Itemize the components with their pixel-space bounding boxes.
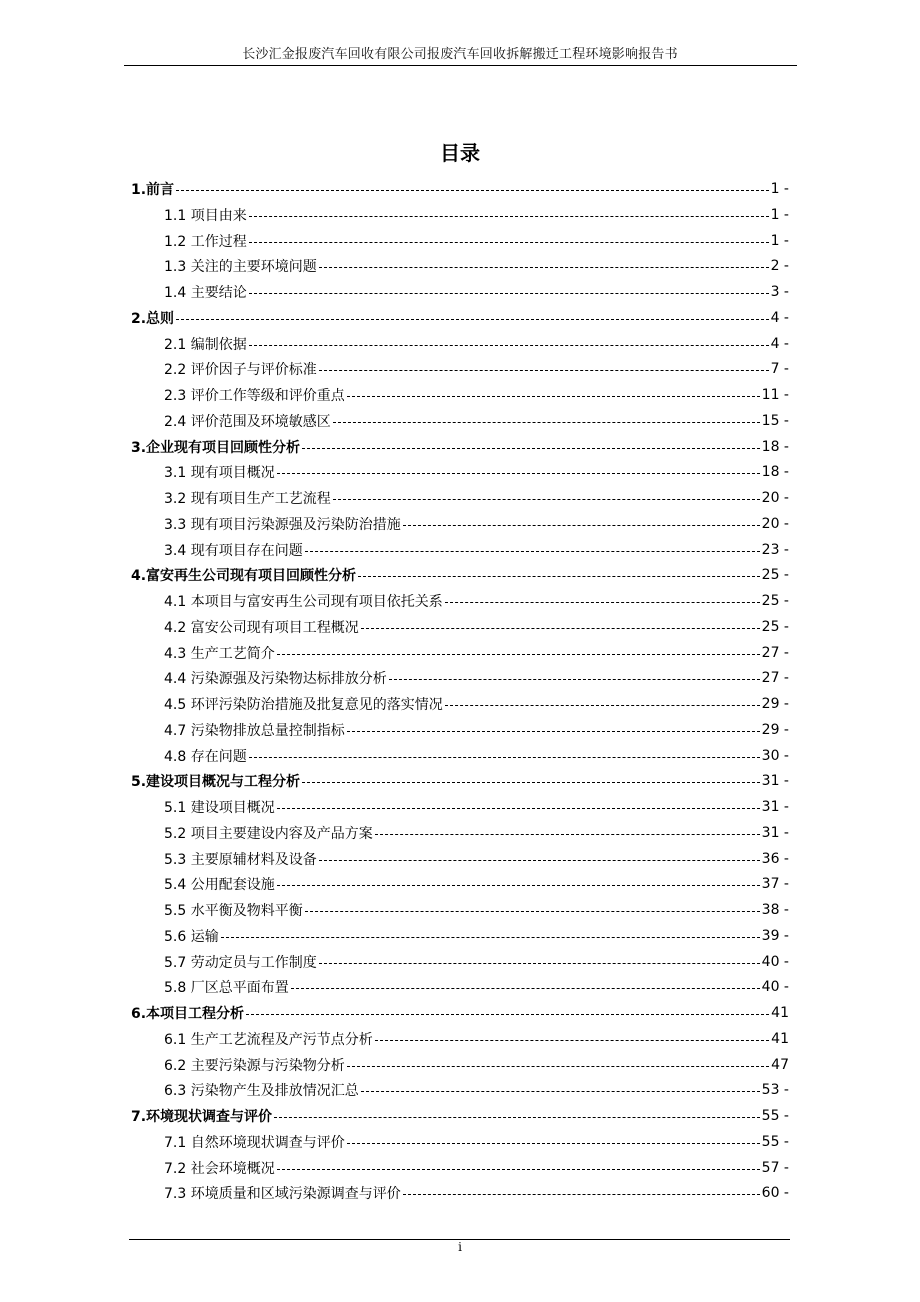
toc-entry-label: 2.总则 <box>131 311 175 327</box>
toc-entry-page: 20 - <box>761 516 789 532</box>
toc-entry-page: 37 - <box>761 876 789 892</box>
toc-entry-page: 7 - <box>770 361 789 377</box>
toc-dot-leader <box>347 1143 760 1144</box>
toc-entry-label: 5.1 建设项目概况 <box>164 800 275 816</box>
toc-dot-leader <box>277 1169 760 1170</box>
toc-entry-page: 31 - <box>761 825 789 841</box>
toc-section-entry[interactable] <box>164 691 789 717</box>
toc-dot-leader <box>277 654 760 655</box>
toc-entry-label: 2.3 评价工作等级和评价重点 <box>164 388 345 404</box>
toc-dot-leader <box>176 190 769 191</box>
toc-entry-label: 1.1 项目由来 <box>164 208 247 224</box>
toc-dot-leader <box>333 422 760 423</box>
toc-dot-leader <box>319 860 760 861</box>
toc-dot-leader <box>249 345 769 346</box>
toc-entry-label: 4.5 环评污染防治措施及批复意见的落实情况 <box>164 697 443 713</box>
toc-entry-page: 15 - <box>761 413 789 429</box>
toc-entry-label: 4.2 富安公司现有项目工程概况 <box>164 620 359 636</box>
toc-dot-leader <box>277 808 760 809</box>
toc-entry-page: 11 - <box>761 387 789 403</box>
toc-chapter-entry[interactable] <box>131 768 789 794</box>
toc-section-entry[interactable] <box>164 331 789 357</box>
toc-dot-leader <box>221 937 760 938</box>
toc-dot-leader <box>291 988 760 989</box>
toc-dot-leader <box>249 242 769 243</box>
toc-entry-page: 29 - <box>761 722 789 738</box>
toc-entry-label: 4.8 存在问题 <box>164 749 247 765</box>
toc-entry-page: 57 - <box>761 1160 789 1176</box>
toc-section-entry[interactable] <box>164 1052 789 1078</box>
toc-entry-page: 40 - <box>761 979 789 995</box>
toc-entry-page: 4 - <box>770 310 789 326</box>
toc-entry-page: 41 <box>771 1031 789 1047</box>
toc-entry-page: 31 - <box>761 773 789 789</box>
toc-dot-leader <box>176 319 769 320</box>
toc-dot-leader <box>302 782 760 783</box>
toc-entry-page: 27 - <box>761 645 789 661</box>
toc-entry-label: 1.2 工作过程 <box>164 234 247 250</box>
toc-entry-label: 7.1 自然环境现状调查与评价 <box>164 1135 345 1151</box>
toc-section-entry[interactable] <box>164 588 789 614</box>
toc-entry-label: 4.富安再生公司现有项目回顾性分析 <box>131 568 357 584</box>
toc-entry-label: 7.环境现状调查与评价 <box>131 1109 273 1125</box>
toc-section-entry[interactable] <box>164 743 789 769</box>
toc-dot-leader <box>361 1091 760 1092</box>
toc-entry-label: 2.2 评价因子与评价标准 <box>164 362 317 378</box>
toc-dot-leader <box>333 499 760 500</box>
toc-dot-leader <box>361 628 760 629</box>
running-header: 长沙汇金报废汽车回收有限公司报废汽车回收拆解搬迁工程环境影响报告书 <box>242 47 678 62</box>
toc-entry-page: 4 - <box>770 336 789 352</box>
toc-dot-leader <box>375 834 760 835</box>
toc-chapter-entry[interactable] <box>131 305 789 331</box>
toc-entry-page: 38 - <box>761 902 789 918</box>
toc-entry-label: 5.3 主要原辅材料及设备 <box>164 852 317 868</box>
toc-entry-label: 1.3 关注的主要环境问题 <box>164 259 317 275</box>
toc-dot-leader <box>249 293 769 294</box>
toc-entry-page: 25 - <box>761 567 789 583</box>
toc-dot-leader <box>347 396 760 397</box>
toc-entry-page: 2 - <box>770 258 789 274</box>
toc-entry-label: 1.4 主要结论 <box>164 285 247 301</box>
toc-section-entry[interactable] <box>164 1155 789 1181</box>
toc-section-entry[interactable] <box>164 228 789 254</box>
toc-dot-leader <box>347 1066 769 1067</box>
toc-entry-label: 6.本项目工程分析 <box>131 1006 245 1022</box>
toc-chapter-entry[interactable] <box>131 434 789 460</box>
toc-entry-page: 20 - <box>761 490 789 506</box>
toc-dot-leader <box>277 885 760 886</box>
toc-dot-leader <box>277 473 760 474</box>
toc-section-entry[interactable] <box>164 279 789 305</box>
toc-entry-page: 23 - <box>761 542 789 558</box>
toc-entry-page: 60 - <box>761 1185 789 1201</box>
toc-dot-leader <box>403 1194 760 1195</box>
toc-entry-label: 6.3 污染物产生及排放情况汇总 <box>164 1083 359 1099</box>
toc-dot-leader <box>274 1117 760 1118</box>
toc-dot-leader <box>249 757 760 758</box>
toc-entry-page: 25 - <box>761 619 789 635</box>
toc-entry-label: 3.2 现有项目生产工艺流程 <box>164 491 331 507</box>
toc-section-entry[interactable] <box>164 820 789 846</box>
toc-section-entry[interactable] <box>164 949 789 975</box>
toc-section-entry[interactable] <box>164 923 789 949</box>
toc-section-entry[interactable] <box>164 1129 789 1155</box>
toc-entry-label: 4.7 污染物排放总量控制指标 <box>164 723 345 739</box>
toc-entry-page: 31 - <box>761 799 789 815</box>
toc-section-entry[interactable] <box>164 356 789 382</box>
toc-section-entry[interactable] <box>164 1180 789 1206</box>
toc-entry-label: 5.建设项目概况与工程分析 <box>131 774 301 790</box>
toc-dot-leader <box>445 602 760 603</box>
toc-chapter-entry[interactable] <box>131 176 789 202</box>
toc-dot-leader <box>302 448 760 449</box>
toc-entry-page: 27 - <box>761 670 789 686</box>
toc-chapter-entry[interactable] <box>131 1103 789 1129</box>
toc-section-entry[interactable] <box>164 871 789 897</box>
toc-entry-label: 6.2 主要污染源与污染物分析 <box>164 1058 345 1074</box>
toc-entry-label: 4.4 污染源强及污染物达标排放分析 <box>164 671 387 687</box>
toc-dot-leader <box>358 576 760 577</box>
toc-section-entry[interactable] <box>164 537 789 563</box>
toc-dot-leader <box>319 963 760 964</box>
toc-section-entry[interactable] <box>164 485 789 511</box>
toc-section-entry[interactable] <box>164 253 789 279</box>
toc-section-entry[interactable] <box>164 717 789 743</box>
toc-entry-page: 25 - <box>761 593 789 609</box>
toc-title: 目录 <box>440 141 480 165</box>
toc-section-entry[interactable] <box>164 1026 789 1052</box>
toc-section-entry[interactable] <box>164 202 789 228</box>
toc-dot-leader <box>246 1014 769 1015</box>
toc-dot-leader <box>403 525 760 526</box>
toc-entry-label: 5.7 劳动定员与工作制度 <box>164 955 317 971</box>
toc-entry-page: 36 - <box>761 851 789 867</box>
toc-section-entry[interactable] <box>164 1077 789 1103</box>
toc-section-entry[interactable] <box>164 897 789 923</box>
toc-section-entry[interactable] <box>164 511 789 537</box>
toc-section-entry[interactable] <box>164 794 789 820</box>
toc-entry-label: 6.1 生产工艺流程及产污节点分析 <box>164 1032 373 1048</box>
toc-entry-label: 4.1 本项目与富安再生公司现有项目依托关系 <box>164 594 443 610</box>
toc-entry-page: 18 - <box>761 464 789 480</box>
toc-entry-label: 3.企业现有项目回顾性分析 <box>131 440 301 456</box>
toc-entry-page: 1 - <box>770 207 789 223</box>
toc-entry-page: 41 <box>771 1005 789 1021</box>
toc-dot-leader <box>305 551 760 552</box>
toc-entry-page: 18 - <box>761 439 789 455</box>
toc-entry-page: 53 - <box>761 1082 789 1098</box>
toc-entry-label: 5.5 水平衡及物料平衡 <box>164 903 303 919</box>
toc-entry-label: 5.2 项目主要建设内容及产品方案 <box>164 826 373 842</box>
toc-entry-label: 3.1 现有项目概况 <box>164 465 275 481</box>
toc-dot-leader <box>249 216 769 217</box>
toc-entry-page: 47 <box>771 1057 789 1073</box>
toc-entry-label: 7.3 环境质量和区域污染源调查与评价 <box>164 1186 401 1202</box>
toc-dot-leader <box>319 267 769 268</box>
toc-entry-label: 2.4 评价范围及环境敏感区 <box>164 414 331 430</box>
toc-section-entry[interactable] <box>164 974 789 1000</box>
toc-entry-page: 39 - <box>761 928 789 944</box>
toc-section-entry[interactable] <box>164 665 789 691</box>
toc-entry-label: 7.2 社会环境概况 <box>164 1161 275 1177</box>
toc-chapter-entry[interactable] <box>131 562 789 588</box>
toc-entry-label: 5.6 运输 <box>164 929 219 945</box>
toc-dot-leader <box>305 911 760 912</box>
toc-chapter-entry[interactable] <box>131 1000 789 1026</box>
toc-entry-page: 29 - <box>761 696 789 712</box>
toc-section-entry[interactable] <box>164 459 789 485</box>
toc-section-entry[interactable] <box>164 640 789 666</box>
toc-dot-leader <box>347 731 760 732</box>
toc-section-entry[interactable] <box>164 382 789 408</box>
toc-section-entry[interactable] <box>164 408 789 434</box>
toc-section-entry[interactable] <box>164 846 789 872</box>
toc-entry-page: 1 - <box>770 233 789 249</box>
toc-dot-leader <box>375 1040 769 1041</box>
toc-entry-label: 5.8 厂区总平面布置 <box>164 980 289 996</box>
page-number: i <box>458 1240 462 1254</box>
toc-dot-leader <box>319 370 769 371</box>
toc-entry-label: 1.前言 <box>131 182 175 198</box>
toc-entry-label: 3.4 现有项目存在问题 <box>164 543 303 559</box>
toc-entry-label: 2.1 编制依据 <box>164 337 247 353</box>
toc-entry-page: 1 - <box>770 181 789 197</box>
toc-section-entry[interactable] <box>164 614 789 640</box>
toc-entry-label: 3.3 现有项目污染源强及污染防治措施 <box>164 517 401 533</box>
header-rule <box>124 65 797 66</box>
toc-entry-page: 55 - <box>761 1108 789 1124</box>
toc-dot-leader <box>445 705 760 706</box>
toc-entry-label: 4.3 生产工艺简介 <box>164 646 275 662</box>
toc-entry-label: 5.4 公用配套设施 <box>164 877 275 893</box>
toc-dot-leader <box>389 679 760 680</box>
toc-entry-page: 55 - <box>761 1134 789 1150</box>
toc-entry-page: 30 - <box>761 748 789 764</box>
toc-entry-page: 3 - <box>770 284 789 300</box>
toc-entry-page: 40 - <box>761 954 789 970</box>
